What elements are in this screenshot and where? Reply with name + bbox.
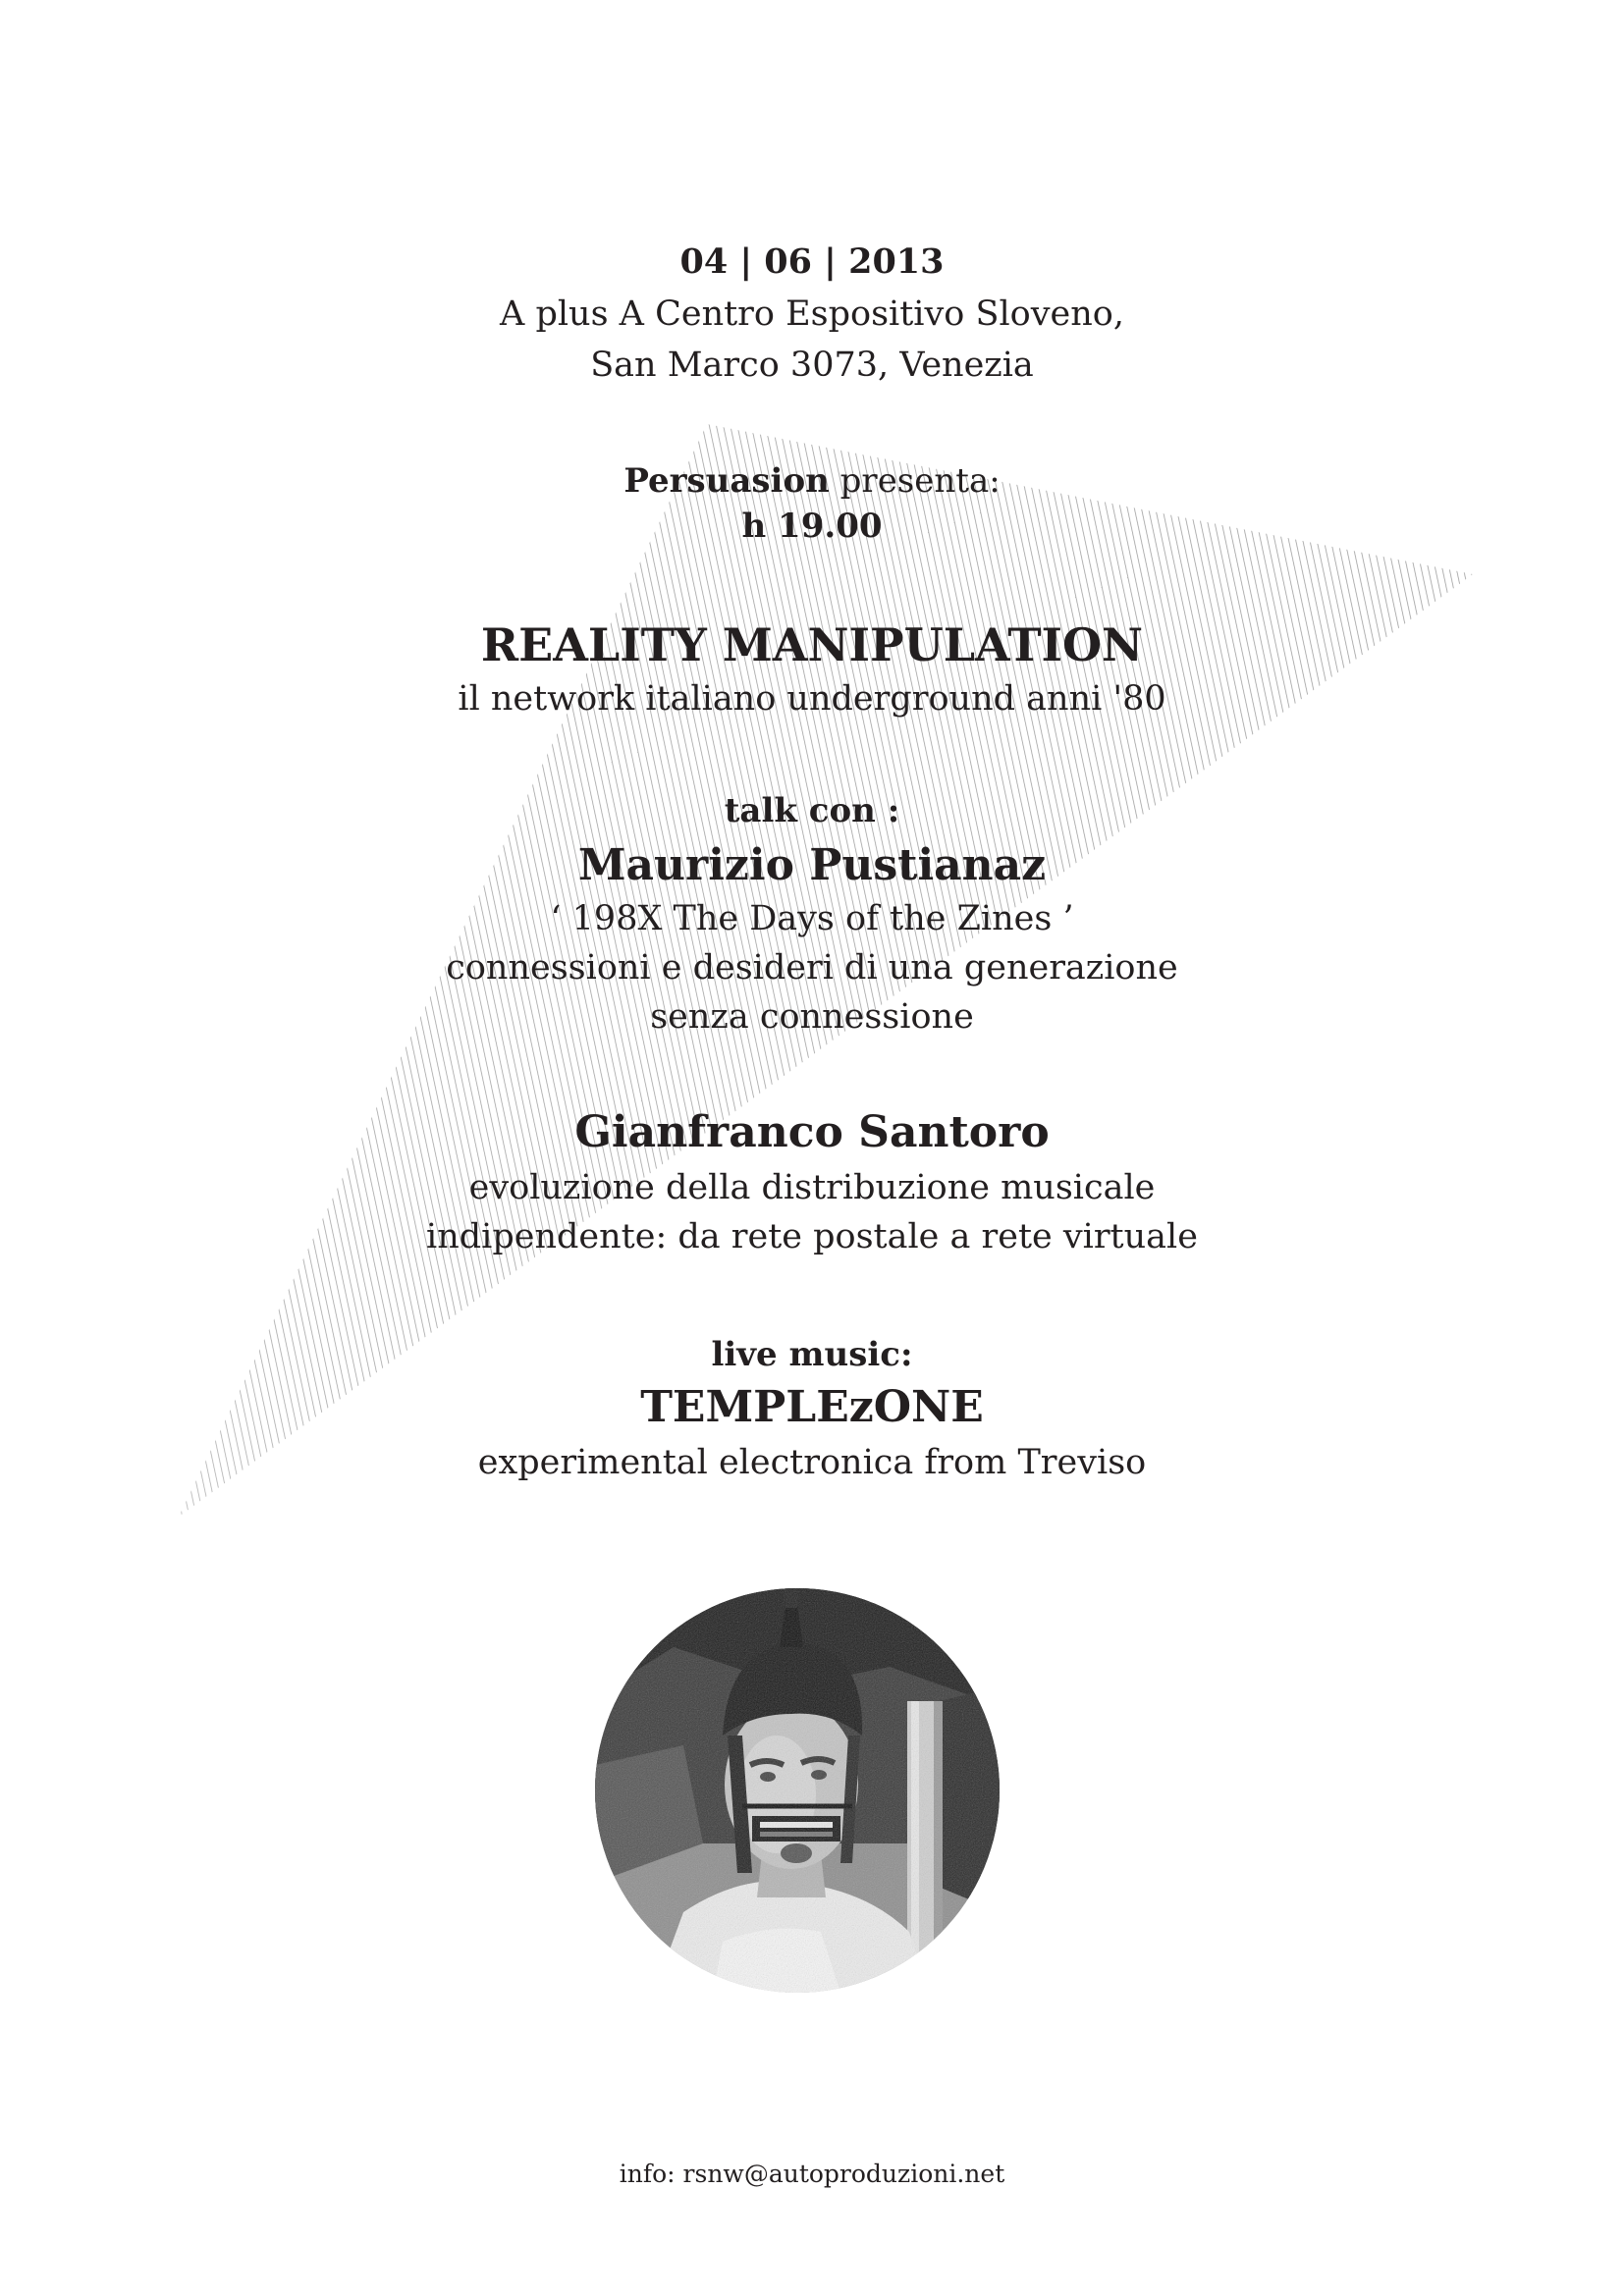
presents-text: presenta: bbox=[839, 461, 1001, 501]
event-title: REALITY MANIPULATION bbox=[480, 618, 1144, 671]
speaker-1-line-1: ‘ 198X The Days of the Zines ’ bbox=[550, 899, 1074, 938]
speaker-2-name: Gianfranco Santoro bbox=[574, 1107, 1050, 1157]
artist-name: TEMPLEzONE bbox=[640, 1382, 984, 1432]
venue-line-2: San Marco 3073, Venezia bbox=[590, 346, 1034, 385]
event-subtitle: il network italiano underground anni '80 bbox=[458, 679, 1166, 719]
artist-description: experimental electronica from Treviso bbox=[477, 1443, 1147, 1482]
event-time: h 19.00 bbox=[741, 507, 883, 546]
artist-photo-illustration bbox=[595, 1588, 1000, 1993]
presenter-name: Persuasion bbox=[623, 461, 830, 501]
talk-label: talk con : bbox=[724, 791, 900, 830]
speaker-2-line-2: indipendente: da rete postale a rete virtuale bbox=[426, 1217, 1198, 1256]
presenter-line bbox=[0, 461, 1624, 501]
speaker-1-name: Maurizio Pustianaz bbox=[577, 840, 1047, 890]
speaker-2-line-1: evoluzione della distribuzione musicale bbox=[468, 1168, 1156, 1207]
artist-photo bbox=[595, 1588, 1000, 1993]
footer-info: info: rsnw@autoproduzioni.net bbox=[619, 2160, 1005, 2188]
live-music-label: live music: bbox=[711, 1335, 913, 1374]
venue-line-1: A plus A Centro Espositivo Sloveno, bbox=[500, 294, 1124, 334]
speaker-1-line-3: senza connessione bbox=[650, 997, 974, 1037]
event-date: 04 | 06 | 2013 bbox=[679, 241, 945, 282]
speaker-1-line-2: connessioni e desideri di una generazione bbox=[446, 948, 1178, 988]
